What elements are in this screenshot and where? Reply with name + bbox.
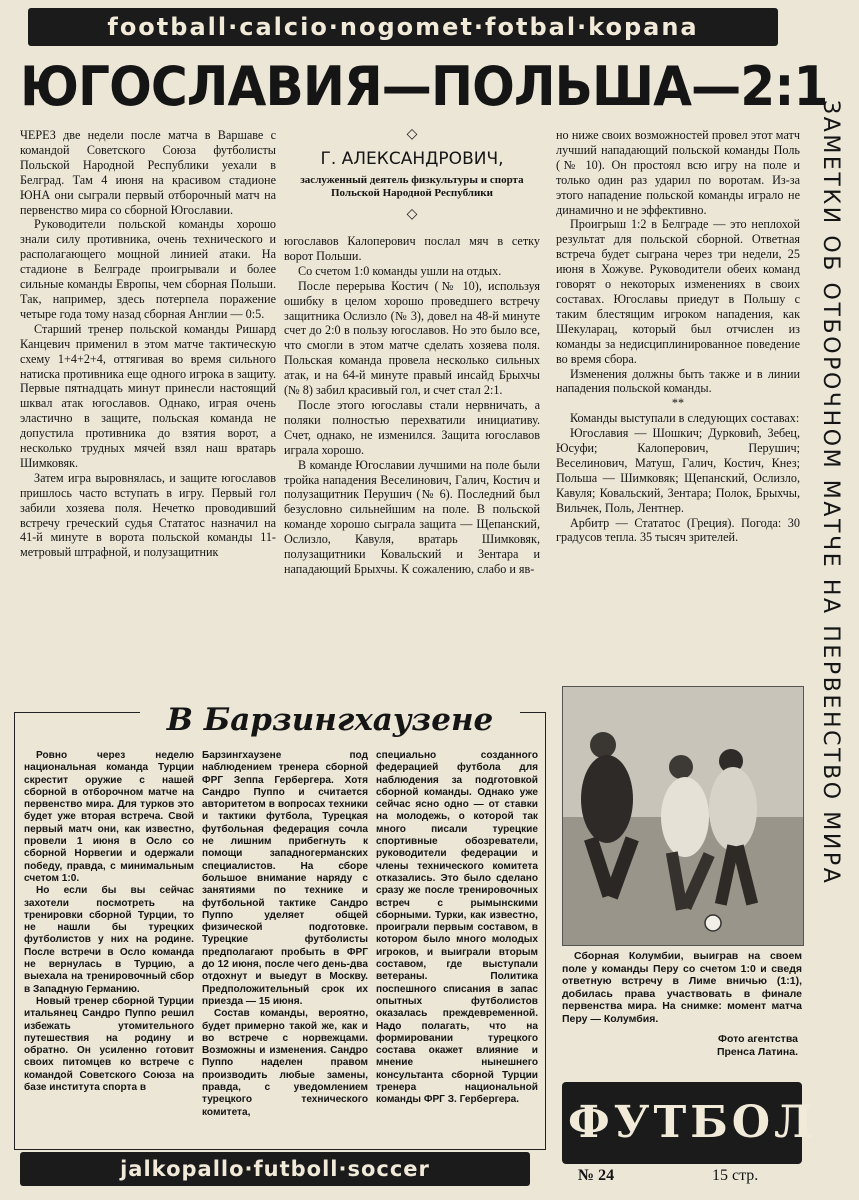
photo-credit xyxy=(620,1033,798,1059)
sidebar-paragraph: Состав команды, вероятно, будет примерно такой же, как и во встрече с норвежцами. Возможны и изменения. Сандро Пуппо наделен правом производить любые замены, правда, с уведомлением турецкого технического комитета, xyxy=(202,1008,368,1118)
football-logo: ФУТБОЛ xyxy=(568,1097,818,1148)
author-title: заслуженный деятель физкультуры и спорта Польской Народной Республики xyxy=(300,174,524,199)
article-column-1 xyxy=(20,128,276,696)
sidebar-paragraph: Новый тренер сборной Турции итальянец Сандро Пуппо решил избежать утомительного путешествия на родину и обратно. Он усиленно готовит своих питомцев ко встрече с командой Советского Союза на базе института спорта в xyxy=(24,995,194,1094)
vertical-series-title: ЗАМЕТКИ ОБ ОТБОРОЧНОМ МАТЧЕ НА ПЕРВЕНСТВО МИРА xyxy=(818,100,843,886)
stars-separator: ** xyxy=(671,396,685,411)
football-players-illustration xyxy=(563,687,803,945)
article-paragraph: ЧЕРЕЗ две недели после матча в Варшаве с командой Советского Союза футболисты Польской Народной Республики уехали в Белград. Там 4 июня на красивом стадионе ЮНА они сыграли первый отборочный матч на первенство мира со сборной Югославии. xyxy=(20,128,276,217)
article-paragraph: Затем игра выровнялась, и защите югославов пришлось часто вступать в игру. Первый гол забили хозяева поля. Нечетко проводивший встречу греческий судья Стататос назначил на 41-й минуте в ворота польской команды 11-метровый штрафной, и полузащитник xyxy=(20,470,276,560)
photo-credit-line: Пренса Латина. xyxy=(716,1046,798,1058)
article-paragraph: Изменения должны быть также и в линии нападения польской команды. xyxy=(556,366,800,396)
sidebar-column-2 xyxy=(202,750,368,1142)
article-paragraph: Проигрыш 1:2 в Белграде — это неплохой результат для польской сборной. Ответная встреча будет сыграна через три недели, 25 июня в Хожуве. Руководители обеих команд говорят о некоторых изменениях в своих составах. Югославы приедут в Польшу с таким блестящим игроком нападения, как Шекуларац, который был отчислен из команды за недисциплинированное поведение во время сбора. xyxy=(556,217,800,366)
article-paragraph: но ниже своих возможностей провел этот матч лучший нападающий польской команды Поль (№ 10). Он простоял всю игру на поле и только один раз ударил по воротам. Из-за этого нападение польской команды играло не динамично и не эффективно. xyxy=(556,128,800,217)
bottom-banner: jalkopallo·futboll·soccer xyxy=(20,1152,530,1186)
article-column-3 xyxy=(556,128,800,672)
photo-credit-line: Фото агентства xyxy=(718,1033,798,1045)
page-headline: ЮГОСЛАВИЯ—ПОЛЬША—2:1 xyxy=(20,55,828,118)
article-paragraph: Руководители польской команды хорошо знали силу противника, очень технического и располагающего мощной линией атаки. На стадионе в Белграде проигрывали и более сильные команды Европы, чем сборная Польши. Так, например, здесь потерпела поражение четыре года тому назад сборная Англии — 0:5. xyxy=(20,217,276,321)
article-paragraph: югославов Калоперович послал мяч в сетку ворот Польши. xyxy=(284,234,540,263)
author-block xyxy=(284,128,540,222)
match-photo xyxy=(562,686,804,946)
diamond-ornament-icon: ◇ xyxy=(406,207,418,222)
diamond-ornament-icon: ◇ xyxy=(406,127,418,142)
sidebar-column-3 xyxy=(376,750,538,1142)
article-paragraph: Команды выступали в следующих составах: xyxy=(570,411,800,426)
referee-paragraph: Арбитр — Стататос (Греция). Погода: 30 градусов тепла. 35 тысяч зрителей. xyxy=(556,515,800,545)
author-name: Г. АЛЕКСАНДРОВИЧ, xyxy=(320,149,504,169)
photo-caption-text: Сборная Колумбии, выиграв на своем поле у команды Перу со счетом 1:0 и сведя ответную встречу в Лиме вничью (1:1), добилась права участвовать в финале первенства мира. На снимке: момент матча Перу — Колумбия. xyxy=(562,950,802,1025)
sidebar-title: В Барзингхаузене xyxy=(140,698,520,742)
sidebar-paragraph: Барзингхаузене под наблюдением тренера сборной ФРГ Зеппа Гербергера. Хотя Сандро Пуппо и считается авторитетом в вопросах техники и тактики футбола, Турецкая футбольная федерация сочла не лишним прибегнуть к помощи западногерманских специалистов. На сборе большое внимание наряду с занятиями по технике и футбольной тактике Сандро Пуппо уделяет общей физической подготовке. Турецкие футболисты предполагают пробыть в ФРГ до 12 июня, после чего день-два отдохнут и выедут в Москву. Предположительный срок их приезда — 15 июня. xyxy=(202,750,368,1007)
article-paragraph: Старший тренер польской команды Ришард Канцевич применил в этом матче тактическую схему 1+4+2+4, оттягивая во время сильного натиска противника еще одного игрока в защиту. Первые пятнадцать минут принесли настоящий шквал атак югославов. Однако, играя очень эластично в защите, польская команда не допустила противника до взятия ворот, а несколько трудных мячей взял наш вратарь Шимковяк. xyxy=(20,321,276,470)
issue-number: № 24 xyxy=(578,1167,615,1184)
article-paragraph: После этого югославы стали нервничать, а поляки полностью перехватили инициативу. Счет, однако, не изменился. Защита югославов играла хорошо. xyxy=(284,397,540,457)
top-banner: football·calcio·nogomet·fotbal·kopana xyxy=(28,8,778,46)
article-paragraph: Со счетом 1:0 команды ушли на отдых. xyxy=(298,263,502,278)
sidebar-paragraph: Ровно через неделю национальная команда Турции скрестит оружие с нашей сборной в отборочном матче на первенство мира. Для турков это будет уже вторая встреча. Свой первый матч они, как известно, провели 1 июня в Осло со сборной Норвегии и одержали победу, правда, с минимальным счетом 1:0. xyxy=(24,750,194,884)
article-column-2 xyxy=(284,234,540,696)
lineups-paragraph: Югославия — Шошкич; Дурковић, Зебец, Юсуфи; Калоперович, Перушич; Веселинович, Матуш, Галич, Костич, Кнез; Польша — Шимковяк; Щепанский, Ослизло, Кавуля; Ковальский, Зентара; Полок, Брыхчы, Вильчек, Поль, Лентнер. xyxy=(556,426,800,515)
sidebar-paragraph: Но если бы вы сейчас захотели посмотреть на тренировки сборной Турции, то не нашли бы турецких футболистов у них на родине. После встречи в Осло команда не вернулась в Турцию, а выехала на тренировочный сбор в Западную Германию. xyxy=(24,885,194,995)
page-number: 15 стр. xyxy=(712,1167,759,1184)
sidebar-column-1 xyxy=(24,750,194,1142)
article-paragraph: После перерыва Костич (№ 10), используя ошибку в целом хорошо проведшего встречу защитника Ослизло (№ 3), довел на 48-й минуте счет до 2:0 в пользу югославов. Но это было все, что смогли в этом матче сделать хозяева поля. Польская команда провела несколько сильных атак, и на 64-й минуте правый инсайд Брыхчы (№ 8) забил красивый гол, и счет стал 2:1. xyxy=(284,278,540,398)
article-paragraph: В команде Югославии лучшими на поле были тройка нападения Веселинович, Галич, Костич и полузащитник Перушич (№ 6). Последний был безусловно сильнейшим на поле. В польской команде хорошо сыграла защита — Щепанский, Ослизло, Кавуля, вратарь Шимковяк, полузащитники Ковальский и Зентара и нападающий Брыхчы. К сожалению, слабо и яв- xyxy=(284,457,540,576)
photo-caption xyxy=(562,950,802,1026)
sidebar-paragraph: специально созданного федерацией футбола для наблюдения за подготовкой сборной команды. Однако уже сейчас ясно одно — от ставки на молодежь, о которой так много писали турецкие спортивные обозреватели, руководители федерации и члены технического комитета отказались. Это было сделано сразу же после тренировочных встреч с рымынскими сборными. Турки, как известно, проиграли первым составом, в котором было много молодых игроков, и выиграли вторым составом, где выступали ветераны. Политика поспешного списания в запас опытных футболистов оказалась преждевременной. Надо полагать, что на формировании турецкого состава окажет влияние и мнение нынешнего консультанта сборной Турции тренера национальной команды ФРГ З. Гербергера. xyxy=(376,750,538,1106)
